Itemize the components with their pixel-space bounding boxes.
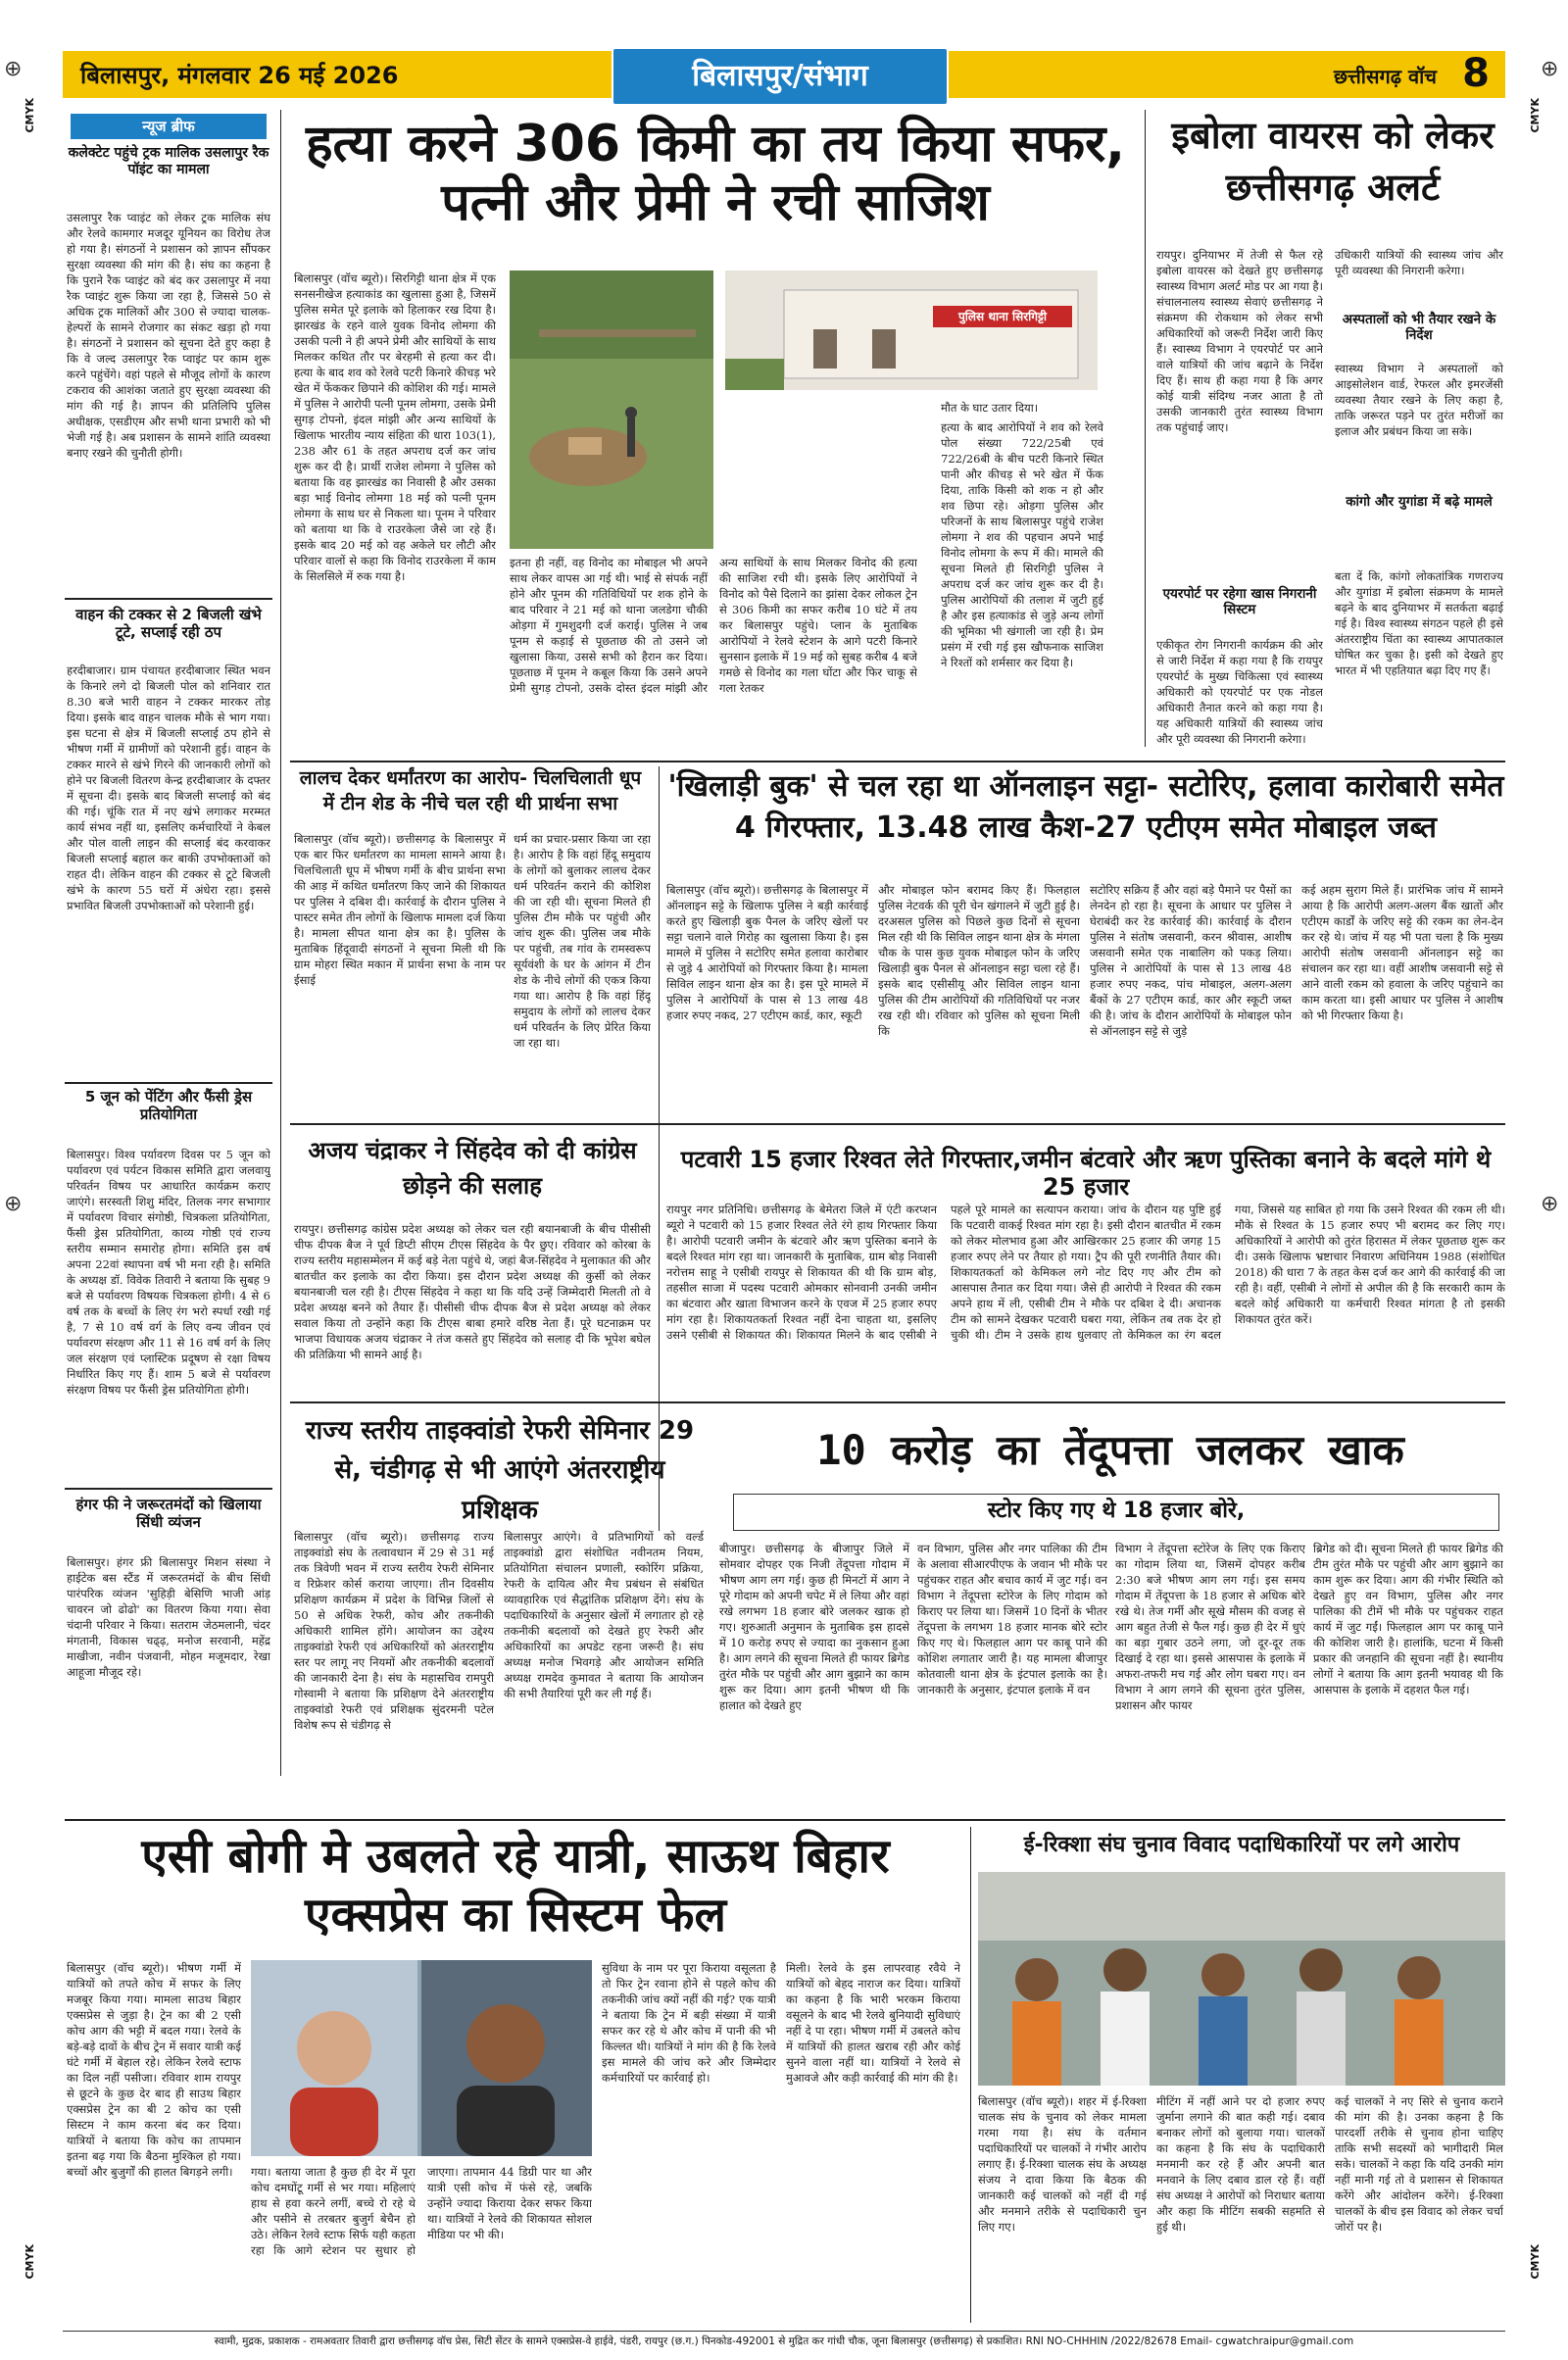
congress-headline: अजय चंद्राकर ने सिंहदेव को दी कांग्रेस छोड़ने की सलाह [308,1137,637,1200]
taekwondo-col1: बिलासपुर (वॉच ब्यूरो)। छत्तीसगढ़ राज्य ताइक्वांडो संघ के तत्वावधान में 29 से 31 मई तक त्रिवेणी भवन में राज्य स्तरीय रेफरी सेमिनार व रिफ्रेशर कोर्स कराया जाएगा। तीन दिवसीय प्रशिक्षण कार्यक्रम में प्रदेश के विभिन्न जिलों से 50 से अधिक रेफरी, कोच और तकनीकी अधिकारी शामिल होंगे। आयोजन का उद्देश्य ताइक्वांडो रेफरी एवं अधिकारियों को अंतरराष्ट्रीय स्तर पर लागू नए नियमों और तकनीकी बदलावों की जानकारी देना है। संघ के महासचिव रामपुरी गोस्वामी ने बताया कि प्रशिक्षण देने अंतरराष्ट्रीय ताइक्वांडो रेफरी एवं प्रशिक्षक सुंदरमनी पटेल विशेष रूप से चंडीगढ़ से [294,1530,494,1732]
hunger-title: हंगर फी ने जरूरतमंदों को खिलाया सिंधी व्यंजन [75,1496,262,1531]
cmyk-mark-tr: CMYK [1529,98,1542,133]
pole-title: वाहन की टक्कर से 2 बिजली खंभे टूटे, सप्लाई रही ठप [75,606,262,641]
pole-body: हरदीबाजार। ग्राम पंचायत हरदीबाजार स्थित भवन के किनारे लगे दो बिजली पोल को शनिवार रात 8.30 बजे भारी वाहन ने टक्कर मारकर तोड़ दिया। इसके बाद वाहन चालक मौके से भाग गया। इस घटना से क्षेत्र में बिजली सप्लाई ठप होने से भीषण गर्मी में ग्रामीणों को परेशानी हुई। वाहन के टक्कर मारने से खंभे गिरने की जानकारी लोगों को होने पर बिजली वितरण केन्द्र हरदीबाजार के दफ्तर में सूचना दी। इसके बाद बिजली सप्लाई को बंद की गई। चूंकि रात में नए खंभे लगाकर मरम्मत कार्य संभव नहीं था, इसलिए कर्मचारियों ने केबल और पोल वाली लाइन की सप्लाई बंद करवाकर बिजली सप्लाई बहाल कर बाकी उपभोक्ताओं को राहत दी। लेकिन वाहन की टक्कर से टूटे बिजली खंभे के कारण 55 घरों में अंधेरा रहा। इससे प्रभावित बिजली उपभोक्ताओं को परेशानी हुई। [67,664,270,912]
ebola-col2b: बता दें कि, कांगो लोकतांत्रिक गणराज्य और युगांडा में इबोला संक्रमण के मामले बढ़ने के बाद दुनियाभर में सतर्कता बढ़ाई गई है। विश्व स्वास्थ्य संगठन पहले ही इसे अंतरराष्ट्रीय चिंता का स्वास्थ्य आपातकाल घोषित कर चुका है। इसी को देखते हुए भारत में भी एहतियात बढ़ा दिए गए हैं। [1335,569,1503,677]
police-station-board: पुलिस थाना सिरगिट्टी [933,306,1072,327]
divider [65,598,272,600]
ac-headline: एसी बोगी मे उबलते रहे यात्री, साऊथ बिहार एक्सप्रेस का सिस्टम फेल [141,1829,890,1942]
tendu-col1: बीजापुर। छत्तीसगढ़ के बीजापुर जिले में सोमवार दोपहर एक निजी तेंदूपत्ता गोदाम में भीषण आग लग गई। कुछ ही मिनटों में आग ने पूरे गोदाम को अपनी चपेट में ले लिया और वहां रखे लगभग 18 हजार बोरे जलकर खाक हो गए। शुरुआती अनुमान के मुताबिक इस हादसे में 10 करोड़ रुपए से ज्यादा का नुकसान हुआ है। आग लगने की सूचना मिलते ही फायर ब्रिगेड तुरंत मौके पर पहुंची और आग बुझाने का काम शुरू कर दिया। आग इतनी भीषण थी कि हालात को देखते हुए [719,1542,909,1712]
registration-mark-mr: ⊕ [1541,1192,1559,1216]
betting-headline: 'खिलाड़ी बुक' से चल रहा था ऑनलाइन सट्टा- सटोरिए, हलावा कारोबारी समेत 4 गिरफ्तार, 13.48 लाख कैश-27 एटीएम समेत मोबाइल जब्त [667,769,1504,845]
betting-col4: कई अहम सुराग मिले हैं। प्रारंभिक जांच में सामने आया है कि आरोपी अलग-अलग बैंक खातों और एटीएम कार्डों के जरिए सट्टे की रकम का लेन-देन कर रहे थे। जांच में यह भी पता चला है कि मुख्य आरोपी संतोष जसवानी ऑनलाइन सट्टे का संचालन कर रहा था। वहीं आशीष जसवानी सट्टे से आने वाली रकम को हवाला के जरिए पहुंचाने का काम करता था। इसी आधार पर पुलिस ने आशीष को भी गिरफ्तार किया है। [1301,883,1503,1022]
murder-caption: मौत के घाट उतार दिया। [941,401,1039,415]
murder-headline: हत्या करने 306 किमी का तय किया सफर, पत्नी और प्रेमी ने रची साजिश [305,115,1126,232]
registration-mark-ml: ⊕ [4,1192,23,1216]
divider [290,761,1505,762]
conversion-headline: लालच देकर धर्मांतरण का आरोप- चिलचिलाती धूप में टीन शेड के नीचे चल रही थी प्रार्थना सभा [299,767,642,814]
column-rule [280,110,281,1776]
betting-col3: सटोरिए सक्रिय हैं और वहां बड़े पैमाने पर पैसों का लेनदेन हो रहा है। सूचना के आधार पर पुलिस ने घेराबंदी कर रेड कार्रवाई की। कार्रवाई के दौरान पुलिस ने संतोष जसवानी, करन श्रीवास, आशीष जसवानी समेत एक नाबालिग को पकड़ लिया। पुलिस ने आरोपियों के पास से 13 लाख 48 हजार रुपए नकद, पांच मोबाइल, अलग-अलग बैंकों के 27 एटीएम कार्ड, कार और स्कूटी जब्त की है। जांच के दौरान आरोपियों के मोबाइल फोन से ऑनलाइन सट्टे से जुड़े [1090,883,1292,1038]
ebola-col2: स्वास्थ्य विभाग ने अस्पतालों को आइसोलेशन वार्ड, रेफरल और इमरजेंसी व्यवस्था तैयार रखने के लिए कहा है, ताकि जरूरत पड़ने पर तुरंत मरीजों का इलाज और प्रबंधन किया जा सके। [1335,362,1503,438]
tendu-sub-box [733,1494,1499,1531]
imprint-footer: स्वामी, मुद्रक, प्रकाशक - रामअवतार तिवारी द्वारा छत्तीसगढ़ वॉच प्रेस, सिटी सेंटर के सामने एक्सप्रेस-वे हाईवे, पंडरी, रायपुर (छ.ग.) पिनकोड-492001 से मुद्रित कर गांधी चौक, जूना बिलासपुर (छत्तीसगढ़) से प्रकाशित। RNI NO-CHHHIN /2022/82678 Email- cgwatchraipur@gmail.com [63,2331,1505,2348]
divider [65,1082,272,1084]
ebola-col1: रायपुर। दुनियाभर में तेजी से फैल रहे इबोला वायरस को देखते हुए छत्तीसगढ़ स्वास्थ्य विभाग अलर्ट मोड पर आ गया है। संचालनालय स्वास्थ्य सेवाएं छत्तीसगढ़ ने संक्रमण की रोकथाम को लेकर सभी अधिकारियों को जरूरी निर्देश जारी किए हैं। स्वास्थ्य विभाग ने एयरपोर्ट पर आने वाले यात्रियों की जांच बढ़ाने के निर्देश दिए हैं। साथ ही कहा गया है कि अगर कोई यात्री संदिग्ध नजर आता है तो उसकी जानकारी तुरंत स्वास्थ्य विभाग तक पहुंचाई जाए। [1156,248,1323,434]
masthead [63,51,1505,98]
ebola-sub3: कांगो और युगांडा में बढ़े मामले [1346,494,1493,510]
erickshaw-crowd-photo [978,1872,1505,2086]
murder-col1: बिलासपुर (वॉच ब्यूरो)। सिरगिट्टी थाना क्षेत्र में एक सनसनीखेज हत्याकांड का खुलासा हुआ है, जिसमें पुलिस समेत पूरे इलाके को हिलाकर रख दिया है। झारखंड के रहने वाले युवक विनोद लोमगा की उसकी पत्नी ने ही अपने प्रेमी और साथियों के साथ मिलकर कथित तौर पर बेरहमी से हत्या कर दी। हत्या के बाद शव को रेलवे पटरी किनारे कीचड़ भरे खेत में फेंककर छिपाने की कोशिश की गई। मामले में पुलिस ने आरोपी पत्नी पूनम लोमगा, उसके प्रेमी सुगड़ टोपनो, इंदल मांझी और अन्य साथियों के खिलाफ भारतीय न्याय संहिता की धारा 103(1), 238 और 61 के तहत अपराध दर्ज कर जांच शुरू कर दी है। प्रार्थी राजेश लोमगा ने पुलिस को बताया कि वह झारखंड का निवासी है और उसका बड़ा भाई विनोद लोमगा 18 मई को पत्नी पूनम लोमगा के साथ घर से निकला था। पूनम ने परिवार को बताया था कि वे राउरकेला जैसे जा रहे हैं। इसके बाद 20 मई को वह अकेले घर लौटी और परिवार वालों से कहा कि विनोद राउरकेला में काम के सिलसिले में रुक गया है। [294,271,496,583]
police-station-photo [725,270,1098,390]
divider [65,1819,1505,1821]
brief-title: कलेक्टेट पहुंचे ट्रक मालिक उसलापुर रैक पॉइंट का मामला [68,145,270,177]
cmyk-mark-bl: CMYK [24,2244,36,2280]
tendu-sub: स्टोर किए गए थे 18 हजार बोरे, [987,1499,1246,1523]
page-number: 8 [1462,51,1490,96]
erick-headline: ई-रिक्शा संघ चुनाव विवाद पदाधिकारियों पर लगे आरोप [1023,1833,1460,1857]
ebola-sub1: एयरपोर्ट पर रहेगा खास निगरानी सिस्टम [1162,586,1317,618]
cmyk-mark-tl: CMYK [24,98,36,133]
hunger-body: बिलासपुर। हंगर फ्री बिलासपुर मिशन संस्था ने हाईटेक बस स्टैंड में जरूरतमंदों के बीच सिंधी पारंपरिक व्यंजन 'सुहिड़ी बेसिणि भाजी आंड़ चावरन जो ढोढो' का वितरण किया गया। सेवा चंदानी परिवार ने किया। सतराम जेठमलानी, चंदर मंगतानी, विकास चढ्ढ़, मनोज सरवानी, महेंद्र माखीजा, नवीन पंजवानी, मोहन मजूमदार, रेखा आहूजा मौजूद रहे। [67,1555,270,1679]
tendu-headline: 10 करोड़ का तेंदूपत्ता जलकर खाक [816,1426,1404,1474]
murder-col3: हत्या के बाद आरोपियों ने शव को रेलवे पोल संख्या 722/25बी एवं 722/26बी के बीच पटरी किनारे स्थित पानी और कीचड़ से भरे खेत में फेंक दिया, ताकि किसी को शक न हो और शव छिपा रहे। ओड़गा पुलिस और परिजनों के साथ बिलासपुर पहुंचे राजेश लोमगा ने शव की पहचान अपने भाई विनोद लोमगा के रूप में की। मामले की सूचना मिलते ही सिरगिट्टी पुलिस ने अपराध दर्ज कर जांच शुरू कर दी है। पुलिस आरोपियों की तलाश में जुटी हुई है और इस हत्याकांड से जुड़े अन्य लोगों की भूमिका भी खंगाली जा रही है। प्रेम प्रसंग में रची गई इस खौफनाक साजिश ने रिश्तों को शर्मसार कर दिया है। [941,420,1103,669]
passenger-photo [251,1960,592,2156]
taekwondo-col2: बिलासपुर आएंगे। वे प्रतिभागियों को वर्ल्ड ताइक्वांडो द्वारा संशोधित नवीनतम नियम, प्रतियोगिता संचालन प्रणाली, स्कोरिंग प्रक्रिया, रेफरी के दायित्व और मैच प्रबंधन से संबंधित व्यावहारिक एवं सैद्धांतिक प्रशिक्षण देंगे। संघ के पदाधिकारियों के अनुसार खेलों में लगातार हो रहे तकनीकी बदलावों को देखते हुए रेफरी और अधिकारियों का अपडेट रहना जरूरी है। संघ अध्यक्ष मनोज भिवगड़े और आयोजन समिति अध्यक्ष रामदेव कुमावत ने बताया कि आयोजन की सभी तैयारियां पूरी कर ली गई हैं। [504,1530,704,1700]
painting-body: बिलासपुर। विश्व पर्यावरण दिवस पर 5 जून को पर्यावरण एवं पर्यटन विकास समिति द्वारा जलवायु परिवर्तन विषय पर आधारित कार्यक्रम कराए जाएंगे। सरस्वती शिशु मंदिर, तिलक नगर सभागार में पर्यावरण विचार संगोष्ठी, चित्रकला प्रतियोगिता, फैंसी ड्रेस प्रतियोगिता, काव्य गोष्ठी एवं राज्य स्तरीय सम्मान समारोह होगा। समिति इस वर्ष अपना 22वां स्थापना वर्ष भी मना रही है। समिति के अध्यक्ष डॉ. विवेक तिवारी ने बताया कि सुबह 9 बजे से पर्यावरण विषयक चित्रकला होगी। 4 से 6 वर्ष तक के बच्चों के लिए रंग भरो स्पर्धा रखी गई है, 7 से 10 वर्ष वर्ग के लिए वन्य जीवन एवं पर्यावरण संरक्षण और 11 से 16 वर्ष वर्ग के लिए जल संरक्षण एवं प्लास्टिक प्रदूषण से रक्षा विषय निर्धारित किए गए हैं। शाम 5 बजे से पर्यावरण संरक्षण विषय पर फैंसी ड्रेस प्रतियोगिता होगी। [67,1148,270,1397]
ebola-col1b: एकीकृत रोग निगरानी कार्यक्रम की ओर से जारी निर्देश में कहा गया है कि रायपुर एयरपोर्ट के मुख्य चिकित्सा एवं स्वास्थ्य अधिकारी को एयरपोर्ट पर एक नोडल अधिकारी तैनात करने को कहा गया है। यह अधिकारी यात्रियों की स्वास्थ्य जांच और पूरी व्यवस्था की निगरानी करेगा। [1156,638,1323,746]
betting-col1: बिलासपुर (वॉच ब्यूरो)। छत्तीसगढ़ के बिलासपुर में ऑनलाइन सट्टे के खिलाफ पुलिस ने बड़ी कार्रवाई करते हुए खिलाड़ी बुक पैनल के जरिए खेलों पर सट्टा चलाने वाले गिरोह का खुलासा किया है। इस मामले में पुलिस ने सटोरिए समेत हलावा कारोबार से जुड़े 4 आरोपियों को गिरफ्तार किया है। मामला सिविल लाइन थाना क्षेत्र का है। इस पूरे मामले में पुलिस ने आरोपियों के पास से 13 लाख 48 हजार रुपए नकद, 27 एटीएम कार्ड, कार, स्कूटी [666,883,868,1022]
ebola-col2a: उधिकारी यात्रियों की स्वास्थ्य जांच और पूरी व्यवस्था की निगरानी करेगा। [1335,248,1503,277]
ebola-headline: इबोला वायरस को लेकर छत्तीसगढ़ अलर्ट [1171,114,1494,210]
ac-col3: सुविधा के नाम पर पूरा किराया वसूलता है तो फिर ट्रेन रवाना होने से पहले कोच की तकनीकी जांच क्यों नहीं की गई? एक यात्री ने बताया कि ट्रेन में बड़ी संख्या में यात्री सफर कर रहे थे और कोच में पानी की भी किल्लत थी। यात्रियों ने मांग की है कि रेलवे इस मामले की जांच करे और जिम्मेदार कर्मचारियों पर कार्रवाई हो। [602,1961,776,2085]
conversion-col2: धर्म का प्रचार-प्रसार किया जा रहा है। आरोप है कि वहां हिंदू समुदाय के लोगों को बुलाकर लालच देकर धर्म परिवर्तन कराने की कोशिश की जा रही थी। सूचना मिलते ही पुलिस टीम मौके पर पहुंची और जांच शुरू की। पुलिस जब मौके पर पहुंची, तब गांव के रामस्वरूप सूर्यवंशी के घर के आंगन में टीन शेड के नीचे लोगों की एकत्र किया गया था। आरोप है कि वहां हिंदू समुदाय के लोगों को लालच देकर धर्म परिवर्तन के लिए प्रेरित किया जा रहा था। [514,832,651,1050]
tendu-col3: विभाग ने तेंदूपत्ता स्टोरेज के लिए एक किराए का गोदाम लिया था, जिसमें दोपहर करीब 2:30 बजे भीषण आग लग गई। इस समय गोदाम में तेंदूपत्ता के 18 हजार से अधिक बोरे रखे थे। तेज गर्मी और सूखे मौसम की वजह से आग बहुत तेजी से फैल गई। कुछ ही देर में धुएं का बड़ा गुबार उठने लगा, जो दूर-दूर तक दिखाई दे रहा था। इससे आसपास के इलाके में अफरा-तफरी मच गई और लोग घबरा गए। वन विभाग ने आग लगने की सूचना तुरंत पुलिस, प्रशासन और फायर [1115,1542,1305,1712]
ac-col2: गया। बताया जाता है कुछ ही देर में पूरा कोच दमघोंटू गर्मी से भर गया। महिलाएं हाथ से हवा करने लगीं, बच्चे रो रहे थे और पसीने से तरबतर बुजुर्ग बेचैन हो उठे। लेकिन रेलवे स्टाफ सिर्फ यही कहता रहा कि आगे स्टेशन पर सुधार हो जाएगा। तापमान 44 डिग्री पार था और यात्री एसी कोच में फंसे रहे, जबकि उन्होंने ज्यादा किराया देकर सफर किया था। यात्रियों ने रेलवे की शिकायत सोशल मीडिया पर भी की। [251,2165,592,2257]
erick-col3: कई चालकों ने नए सिरे से चुनाव कराने की मांग की है। उनका कहना है कि पारदर्शी तरीके से चुनाव होना चाहिए ताकि सभी सदस्यों को भागीदारी मिल सके। चालकों ने कहा कि यदि उनकी मांग नहीं मानी गई तो वे प्रशासन से शिकायत करेंगे और आंदोलन करेंगे। ई-रिक्शा चालकों के बीच इस विवाद को लेकर चर्चा जोरों पर है। [1335,2094,1503,2234]
divider [65,1488,272,1490]
brief-body: उसलापुर रैक प्वाइंट को लेकर ट्रक मालिक संघ और रेलवे कामगार मजदूर यूनियन का विरोध तेज हो गया है। संगठनों ने प्रशासन को ज्ञापन सौंपकर सुरक्षा व्यवस्था की मांग की है। संघ का कहना है कि पुराने रैक प्वाइंट को बंद कर उसलापुर में नया रैक प्वाइंट शुरू किया जा रहा है, जिससे 50 से अधिक ट्रक मालिकों और 300 से ज्यादा चालक-हेल्परों के सामने रोजगार का संकट खड़ा हो गया है। संगठनों ने प्रशासन को सूचना देते हुए कहा है कि वे जल्द उसलापुर रैक प्वाइंट पर काम शुरू करने पहुंचेंगे। वहां पहले से मौजूद लोगों के कारण टकराव की आशंका जताते हुए सुरक्षा व्यवस्था की मांग की गई है। ज्ञापन की प्रतिलिपि पुलिस अधीक्षक, एसडीएम और सभी थाना प्रभारी को भी भेजी गई है। अब प्रशासन के सामने शांति व्यवस्था बनाए रखने की चुनौती होगी। [67,211,270,460]
tendu-col2: वन विभाग, पुलिस और नगर पालिका की टीम के अलावा सीआरपीएफ के जवान भी मौके पर पहुंचकर राहत और बचाव कार्य में जुट गई। वन विभाग ने तेंदूपत्ता स्टोरेज के लिए गोदाम को किराए पर लिया था। जिसमें 10 दिनों के भीतर तेंदूपत्ता के लगभग 18 हजार मानक बोरे स्टोर किए गए थे। फिलहाल आग पर काबू पाने की कोशिश लगातार जारी है। यह मामला बीजापुर कोतवाली थाना क्षेत्र के इंटपाल इलाके का है। जानकारी के अनुसार, इंटपाल इलाके में वन [917,1542,1107,1696]
cmyk-mark-br: CMYK [1529,2244,1542,2280]
column-rule [970,1827,971,2323]
tendu-col4: ब्रिगेड को दी। सूचना मिलते ही फायर ब्रिगेड की टीम तुरंत मौके पर पहुंची और आग बुझाने का काम शुरू कर दिया। आग की गंभीर स्थिति को देखते हुए वन विभाग, पुलिस और नगर पालिका की टीमें भी मौके पर पहुंचकर राहत कार्य में जुट गईं। फिलहाल आग पर काबू पाने की कोशिश जारी है। हालांकि, घटना में किसी प्रकार की जनहानि की सूचना नहीं है। स्थानीय लोगों ने बताया कि आग इतनी भयावह थी कि आसपास के इलाके में दहशत फैल गई। [1313,1542,1503,1696]
issue-date: बिलासपुर, मंगलवार 26 मई 2026 [80,62,399,89]
erick-col1: बिलासपुर (वॉच ब्यूरो)। शहर में ई-रिक्शा चालक संघ के चुनाव को लेकर मामला गरमा गया है। संघ के वर्तमान पदाधिकारियों पर चालकों ने गंभीर आरोप लगाए हैं। ई-रिक्शा चालक संघ के अध्यक्ष संजय ने दावा किया कि बैठक की जानकारी कई चालकों को नहीं दी गई और मनमाने तरीके से पदाधिकारी चुन लिए गए। [978,2094,1147,2234]
murder-col2: इतना ही नहीं, वह विनोद का मोबाइल भी अपने साथ लेकर वापस आ गई थी। भाई से संपर्क नहीं होने और पूनम की गतिविधियों पर शक होने के बाद परिवार ने 21 मई को थाना जलडेगा चौकी ओड़गा में गुमशुदगी दर्ज कराई। पुलिस ने जब पूनम से कड़ाई से पूछताछ की तो उसने जो खुलासा किया, उससे सभी को हैरान कर दिया। पूछताछ में पूनम ने कबूल किया कि उसने अपने प्रेमी सुगड़ टोपनो, उसके दोस्त इंदल मांझी और अन्य साथियों के साथ मिलकर विनोद की हत्या की साजिश रची थी। इसके लिए आरोपियों ने विनोद को पैसे दिलाने का झांसा देकर लोकल ट्रेन से 306 किमी का सफर करीब 10 घंटे में तय कर बिलासपुर पहुंचे। प्लान के मुताबिक आरोपियों ने रेलवे स्टेशन के आगे पटरी किनारे सुनसान इलाके में 19 मई को सुबह करीब 4 बजे गमछे से विनोद का गला घोंटा और फिर चाकू से गला रेतकर [510,556,917,695]
section-title: बिलासपुर/संभाग [612,47,949,106]
bribe-body: रायपुर नगर प्रतिनिधि। छत्तीसगढ़ के बेमेतरा जिले में एंटी करप्शन ब्यूरो ने पटवारी को 15 हजार रिश्वत लेते रंगे हाथ गिरफ्तार किया है। आरोपी पटवारी जमीन के बंटवारे और ऋण पुस्तिका बनाने के बदले रिश्वत मांग रहा था। जानकारी के मुताबिक, ग्राम बोड़ निवासी नरोत्तम साहू ने एसीबी रायपुर से शिकायत की थी कि ग्राम बोड़, तहसील साजा में पदस्थ पटवारी ओमकार सोनवानी उनकी जमीन का बंटवारा और खाता विभाजन करने के एवज में 25 हजार रुपए मांग रहा है। शिकायतकर्ता रिश्वत नहीं देना चाहता था, इसलिए उसने एसीबी से शिकायत की। शिकायत मिलने के बाद एसीबी ने पहले पूरे मामले का सत्यापन कराया। जांच के दौरान यह पुष्टि हुई कि पटवारी वाकई रिश्वत मांग रहा है। इसी दौरान बातचीत में रकम को लेकर मोलभाव हुआ और आखिरकार 25 हजार की जगह 15 हजार रुपए लेने पर तैयार हो गया। ट्रैप की पूरी रणनीति तैयार की। शिकायतकर्ता को केमिकल लगे नोट दिए गए और टीम को आसपास तैनात कर दिया गया। जैसे ही आरोपी ने रिश्वत की रकम अपने हाथ में ली, एसीबी टीम ने मौके पर दबिश दे दी। अचानक टीम को सामने देखकर पटवारी घबरा गया, लेकिन तब तक देर हो चुकी थी। टीम ने उसके हाथ धुलवाए तो केमिकल का रंग बदल गया, जिससे यह साबित हो गया कि उसने रिश्वत की रकम ली थी। मौके से रिश्वत के 15 हजार रुपए भी बरामद कर लिए गए। अधिकारियों ने आरोपी को तुरंत हिरासत में लेकर पूछताछ शुरू कर दी। उसके खिलाफ भ्रष्टाचार निवारण अधिनियम 1988 (संशोधित 2018) की धारा 7 के तहत केस दर्ज कर आगे की कार्रवाई की जा रही है। वहीं, एसीबी ने लोगों से अपील की है कि सरकारी काम के बदले कोई अधिकारी या कर्मचारी रिश्वत मांगता है तो इसकी शिकायत तुरंत करें। [666,1203,1505,1342]
news-brief-tag: न्यूज ब्रीफ [71,114,267,139]
paper-name: छत्तीसगढ़ वॉच [1333,65,1437,88]
bribe-headline: पटवारी 15 हजार रिश्वत लेते गिरफ्तार,जमीन बंटवारे और ऋण पुस्तिका बनाने के बदले मांगे थे 25 हजार [680,1146,1492,1201]
betting-col2: और मोबाइल फोन बरामद किए हैं। फिलहाल पुलिस नेटवर्क की पूरी चेन खंगालने में जुटी हुई है। दरअसल पुलिस को पिछले कुछ दिनों से सूचना मिल रही थी कि सिविल लाइन थाना क्षेत्र के मंगला चौक के पास कुछ युवक मोबाइल फोन के जरिए खिलाड़ी बुक पैनल से ऑनलाइन सट्टा चला रहे हैं। इसके बाद एसीसीयू और सिविल लाइन थाना पुलिस की टीम आरोपियों की गतिविधियों पर नजर रख रही थी। रविवार को पुलिस को सूचना मिली कि [878,883,1080,1038]
ac-col4: मिली। रेलवे के इस लापरवाह रवैये ने यात्रियों को बेहद नाराज कर दिया। यात्रियों का कहना है कि भारी भरकम किराया वसूलने के बाद भी रेलवे बुनियादी सुविधाएं नहीं दे पा रहा। भीषण गर्मी में उबलते कोच में यात्रियों की हालत खराब रही और कोई सुनने वाला नहीं था। यात्रियों ने रेलवे से मुआवजे और कड़ी कार्रवाई की मांग की है। [786,1961,960,2085]
taekwondo-headline: राज्य स्तरीय ताइक्वांडो रेफरी सेमिनार 29 से, चंडीगढ़ से भी आएंगे अंतरराष्ट्रीय प्रशिक्षक [305,1416,695,1525]
conversion-col1: बिलासपुर (वॉच ब्यूरो)। छत्तीसगढ़ के बिलासपुर में एक बार फिर धर्मांतरण का मामला सामने आया है। चिलचिलाती धूप में भीषण गर्मी के बीच प्रार्थना सभा की आड़ में कथित धर्मांतरण किए जाने की शिकायत पर पुलिस ने दबिश दी। कार्रवाई के दौरान पुलिस ने पास्टर समेत तीन लोगों के खिलाफ मामला दर्ज किया है। मामला सीपत थाना क्षेत्र का है। पुलिस के मुताबिक हिंदूवादी संगठनों ने सूचना मिली थी कि ग्राम मोहरा स्थित मकान में प्रार्थना सभा के नाम पर ईसाई [294,832,506,987]
erick-col2: मीटिंग में नहीं आने पर दो हजार रुपए जुर्माना लगाने की बात कही गई। दबाव बनाकर लोगों को बुलाया गया। चालकों का कहना है कि संघ के पदाधिकारी मनमानी कर रहे हैं और अपनी बात मनवाने के लिए दबाव डाल रहे हैं। वहीं संघ अध्यक्ष ने आरोपों को निराधार बताया और कहा कि मीटिंग सबकी सहमति से हुई थी। [1156,2094,1325,2234]
divider [290,1401,1505,1403]
ac-col1: बिलासपुर (वॉच ब्यूरो)। भीषण गर्मी में यात्रियों को तपते कोच में सफर के लिए मजबूर किया गया। मामला साउथ बिहार एक्सप्रेस से जुड़ा है। ट्रेन का बी 2 एसी कोच आग की भट्टी में बदल गया। रेलवे के बड़े-बड़े दावों के बीच ट्रेन में सवार यात्री कई घंटे गर्मी में बेहाल रहे। लेकिन रेलवे स्टाफ का दिल नहीं पसीजा। रविवार शाम रायपुर से छूटने के कुछ देर बाद ही साउथ बिहार एक्सप्रेस ट्रेन का बी 2 कोच का एसी सिस्टम ने काम करना बंद कर दिया। यात्रियों ने बताया कि कोच का तापमान इतना बढ़ गया कि बैठना मुश्किल हो गया। बच्चों और बुजुर्गों की हालत बिगड़ने लगी। [67,1961,241,2179]
registration-mark-tl: ⊕ [4,57,23,81]
painting-title: 5 जून को पेंटिंग और फैंसी ड्रेस प्रतियोगिता [84,1088,253,1123]
congress-body: रायपुर। छत्तीसगढ़ कांग्रेस प्रदेश अध्यक्ष को लेकर चल रही बयानबाजी के बीच पीसीसी चीफ दीपक बैज ने पूर्व डिप्टी सीएम टीएस सिंहदेव के पैर छुए। रविवार को कोरबा के राज्य स्तरीय महासम्मेलन में कई बड़े नेता पहुंचे थे, जहां बैज-सिंहदेव ने मुलाकात की और बातचीत कर इलाके का दौरा किया। इस दौरान प्रदेश अध्यक्ष की कुर्सी को लेकर बयानबाजी चल रही है। टीएस सिंहदेव ने कहा था कि यदि उन्हें जिम्मेदारी मिलती तो वे प्रदेश अध्यक्ष बनने को तैयार हैं। पीसीसी चीफ दीपक बैज से प्रदेश अध्यक्ष को लेकर सवाल किया तो उन्होंने कहा कि टीएस बाबा हमारे वरिष्ठ नेता हैं। पूरे घटनाक्रम पर भाजपा विधायक अजय चंद्राकर ने तंज कसते हुए सिंहदेव को सलाह दी कि भूपेश बघेल की प्रतिक्रिया भी सामने आई है। [294,1222,651,1361]
crime-scene-photo [510,270,713,549]
ebola-sub2: अस्पतालों को भी तैयार रखने के निर्देश [1342,312,1496,344]
divider [290,1123,1505,1125]
column-rule [1145,110,1146,747]
registration-mark-tr: ⊕ [1541,57,1559,81]
